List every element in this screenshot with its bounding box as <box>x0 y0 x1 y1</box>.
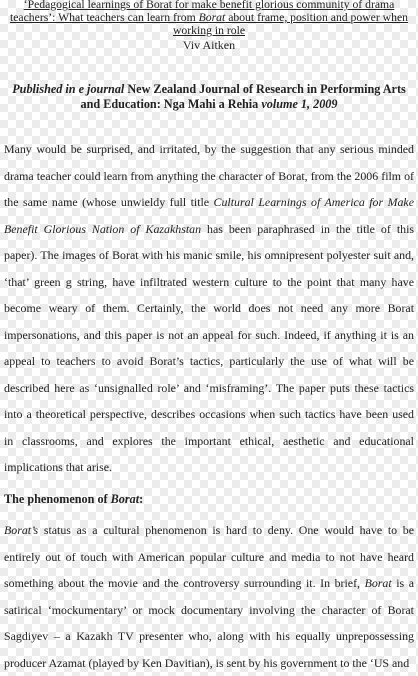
title-line-3: working in role <box>172 24 246 37</box>
section-heading-suffix: : <box>139 492 144 506</box>
section-heading <box>4 492 143 507</box>
paragraph-phenomenon-text-1: status as a cultural phenomenon is hard to deny. One would have to be entirely out of touch with American popular culture and media to not have heard something about the movie and the controversy surrounding it. In brief, <box>4 523 414 590</box>
section-heading-prefix: The phenomenon of <box>4 492 111 506</box>
journal-volume: volume 1, 2009 <box>261 97 338 111</box>
author-name: Viv Aitken <box>182 38 236 52</box>
journal-name: New Zealand Journal of Research in Performing Arts and Education: Nga Mahi a Rehia <box>80 82 406 111</box>
title-line-1: ‘Pedagogical learnings of Borat for make benefit glorious community of drama <box>23 0 395 11</box>
publication-prefix: Published in e journal <box>12 82 125 96</box>
paragraph-intro-text-2: has been paraphrased in the title of this paper). The images of Borat with his manic smile, his omnipresent polyester suit and, ‘that’ green g string, have infiltrated western culture to the point that many have become weary of them. Certainly, the world does not need any more Borat impersonations, and this paper is not an appeal for such. Indeed, if anything it is an appeal to teachers to avoid Borat’s tactics, particularly the use of what will be described here as ‘unsignalled role’ and ‘misframing’. The paper puts these tactics into a theoretical perspective, describes occasions when such tactics have been used in classrooms, and explores the important ethical, aesthetic and educational implications that arise. <box>4 221 415 474</box>
paragraph-intro-text-1: Many would be surprised, and irritated, by the suggestion that any serious minded drama teacher could learn from anything the character of Borat, from the 2006 film of the same name (whose unwieldy full title <box>4 142 414 209</box>
publication-info <box>4 82 414 112</box>
section-heading-italic: Borat <box>110 492 140 506</box>
film-full-title: Cultural Learnings of America for Make Benefit Glorious Nation of Kazakhstan <box>4 195 414 236</box>
title-line-2a: teachers’: What teachers can learn from <box>10 11 199 24</box>
title-line-2-italic: Borat <box>198 11 226 24</box>
paragraph-intro <box>4 136 414 481</box>
paragraph-phenomenon-italic-1: Borat’s <box>4 523 39 537</box>
paragraph-phenomenon <box>4 517 414 676</box>
title-line-2b: about frame, position and power when <box>225 11 408 24</box>
paragraph-phenomenon-italic-2: Borat <box>364 576 392 590</box>
paragraph-phenomenon-text-2: is a satirical ‘mockumentary’ or mock documentary involving the character of Borat Sagdiyev – a Kazakh TV presenter who, along with his equally unprepossessing producer Azamat (played by Ken Davitian), is sent by his government to the ‘US and <box>4 576 415 670</box>
paper-title <box>4 0 414 37</box>
